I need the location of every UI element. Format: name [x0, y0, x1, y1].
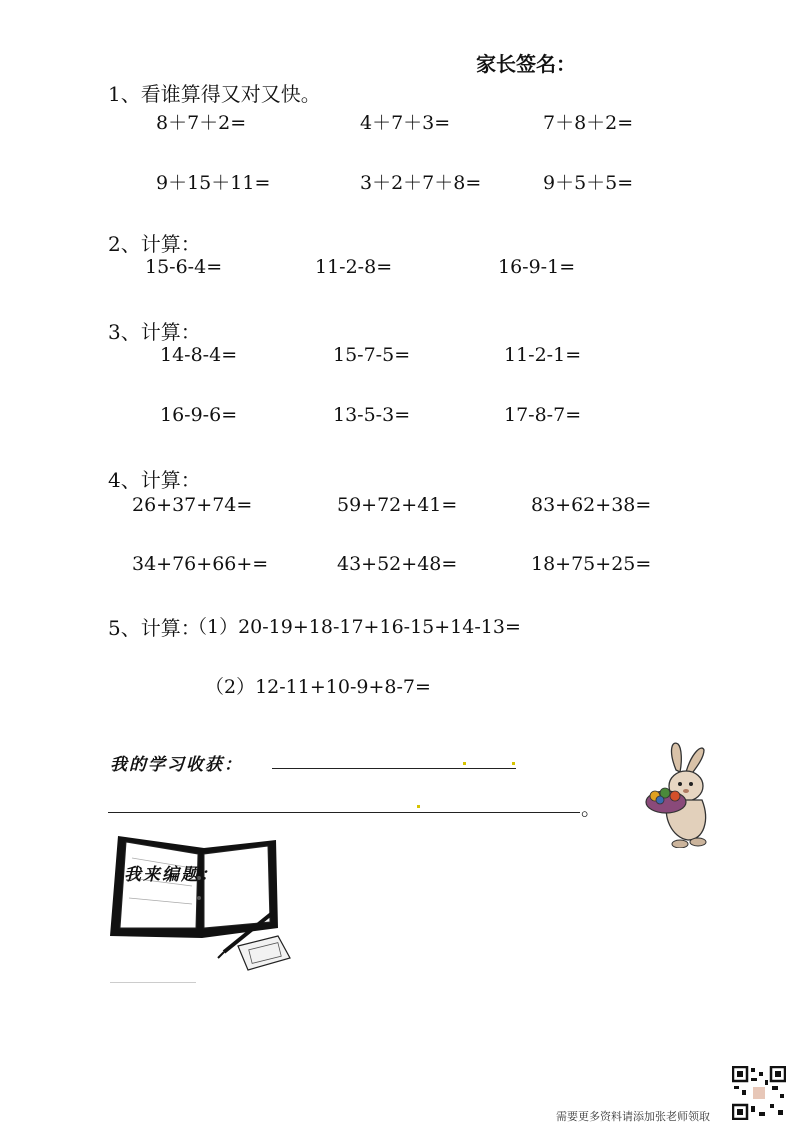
notebook-with-pen-icon	[106, 828, 300, 978]
qr-code-icon	[732, 1066, 786, 1120]
problem: 16-9-1=	[498, 256, 576, 278]
problem: 15-6-4=	[145, 256, 223, 278]
section-5-heading: 5、计算：	[108, 616, 201, 640]
learning-harvest-label: 我的学习收获：	[110, 755, 243, 775]
decoration-dot	[512, 762, 515, 765]
problem: 3＋2＋7＋8=	[360, 172, 482, 194]
section-4-heading: 4、计算：	[108, 468, 201, 492]
parent-signature-label: 家长签名：	[476, 52, 576, 76]
decoration-dot	[417, 805, 420, 808]
problem: 15-7-5=	[333, 344, 411, 366]
problem: 11-2-1=	[504, 344, 582, 366]
problem: 43+52+48=	[337, 553, 458, 575]
problem: 4＋7＋3=	[360, 112, 451, 134]
footer-note: 需要更多资料请添加张老师领取	[556, 1110, 710, 1123]
section-2-heading: 2、计算：	[108, 232, 201, 256]
period-mark: 。	[581, 796, 601, 820]
problem: 83+62+38=	[531, 494, 652, 516]
problem: 13-5-3=	[333, 404, 411, 426]
problem: 8＋7＋2=	[156, 112, 247, 134]
problem: 26+37+74=	[132, 494, 253, 516]
problem: 9＋5＋5=	[543, 172, 634, 194]
problem: （2）12-11+10-9+8-7=	[205, 676, 431, 698]
bunny-with-eggs-icon	[638, 740, 720, 848]
compose-problem-label: 我来编题：	[124, 865, 219, 885]
problem: 7＋8＋2=	[543, 112, 634, 134]
answer-line	[108, 812, 580, 813]
problem: 14-8-4=	[160, 344, 238, 366]
problem: 59+72+41=	[337, 494, 458, 516]
answer-line	[272, 768, 516, 769]
decoration-dot	[463, 762, 466, 765]
section-1-heading: 1、看谁算得又对又快。	[108, 82, 321, 106]
divider	[110, 982, 196, 983]
problem: 18+75+25=	[531, 553, 652, 575]
problem: 17-8-7=	[504, 404, 582, 426]
problem: 11-2-8=	[315, 256, 393, 278]
section-3-heading: 3、计算：	[108, 320, 201, 344]
problem: （1）20-19+18-17+16-15+14-13=	[188, 616, 521, 638]
problem: 34+76+66+=	[132, 553, 269, 575]
problem: 16-9-6=	[160, 404, 238, 426]
problem: 9＋15＋11=	[156, 172, 271, 194]
